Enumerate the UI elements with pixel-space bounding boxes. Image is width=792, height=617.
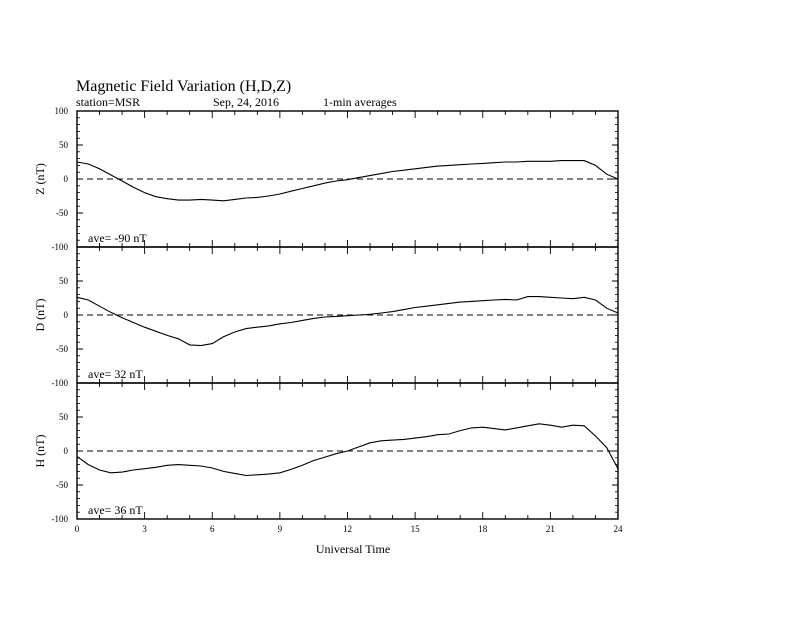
panel-h-ave-label: ave= 36 nT: [88, 503, 143, 517]
panel-h-ytick-label: -50: [56, 480, 68, 490]
x-axis-label: Universal Time: [315, 542, 391, 556]
panel-z-ytick-label: 0: [63, 174, 68, 184]
panel-z-ytick-label: 100: [54, 106, 68, 116]
x-tick-label: 3: [142, 524, 147, 534]
x-tick-label: 6: [210, 524, 215, 534]
x-tick-label: 0: [74, 524, 80, 534]
panel-h-ytick-label: -100: [51, 514, 68, 524]
panel-h-series-line: [77, 424, 618, 476]
x-tick-label: 21: [545, 524, 555, 534]
panel-z-ytick-label: 50: [59, 140, 68, 150]
panel-d-ytick-label: -50: [56, 344, 68, 354]
panel-d-ylabel: D (nT): [33, 298, 47, 332]
panel-d-series-line: [77, 297, 618, 346]
panel-d-ytick-label: 0: [63, 310, 68, 320]
x-tick-label: 12: [343, 524, 352, 534]
chart-title: Magnetic Field Variation (H,D,Z): [76, 78, 292, 95]
panel-d-ytick-label: 50: [59, 276, 68, 286]
panel-d-ytick-label: -100: [51, 378, 68, 388]
panel-h-ytick-label: 50: [59, 412, 68, 422]
x-tick-label: 9: [277, 524, 283, 534]
panel-d-ave-label: ave= 32 nT: [88, 367, 143, 381]
panel-z-ylabel: Z (nT): [33, 163, 47, 195]
panel-h-ytick-label: 0: [63, 446, 68, 456]
panel-h-ylabel: H (nT): [33, 434, 47, 468]
x-tick-label: 18: [478, 524, 488, 534]
panel-z-ytick-label: -50: [56, 208, 68, 218]
date-label: Sep, 24, 2016: [213, 95, 279, 109]
x-tick-label: 15: [410, 524, 420, 534]
panel-z-ave-label: ave= -90 nT: [88, 231, 147, 245]
station-label: station=MSR: [76, 95, 141, 109]
averaging-label: 1-min averages: [323, 95, 397, 109]
x-tick-label: 24: [613, 524, 623, 534]
panel-z-ytick-label: -100: [51, 242, 68, 252]
panel-z-series-line: [77, 161, 618, 201]
